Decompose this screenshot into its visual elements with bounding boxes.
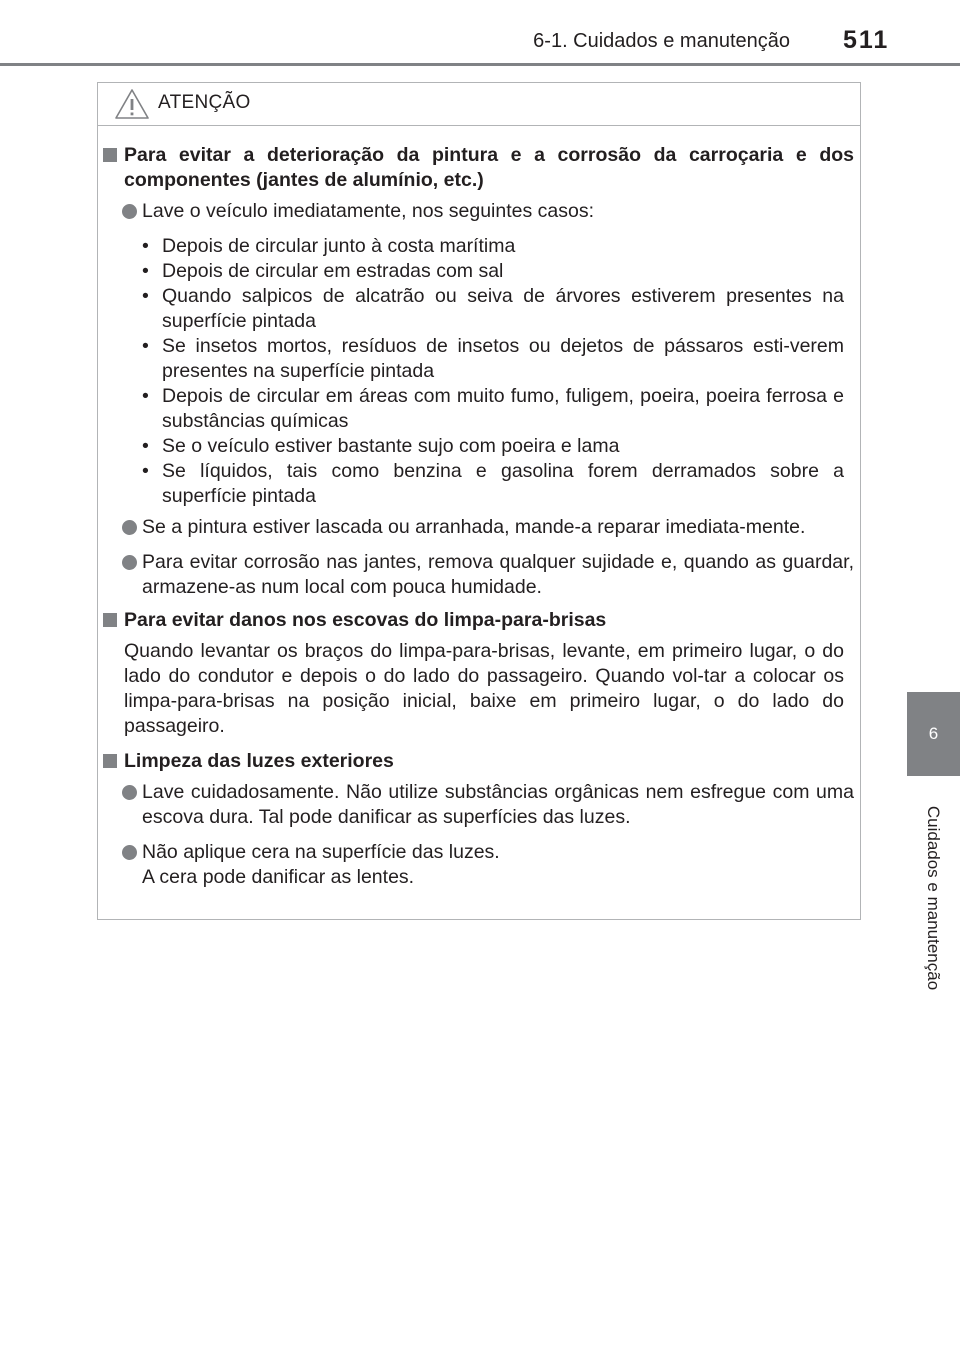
section-heading-text: Limpeza das luzes exteriores [124,750,394,772]
sub-item [98,284,862,334]
sub-item [98,234,862,259]
header-section-title: 6-1. Cuidados e manutenção [533,30,790,52]
section-heading [98,608,862,633]
section-heading-text: Para evitar a deterioração da pintura e a corrosão da carroçaria e dos componentes (jantes de alumínio, etc.) [124,144,854,191]
bullet-text: Não aplique cera na superfície das luzes. [142,841,500,863]
sub-item-text: Depois de circular junto à costa marítima [162,235,516,257]
warning-triangle-icon [114,88,150,120]
bullet-dot-icon: • [142,260,149,282]
sub-item [98,334,862,384]
warning-box-header [98,83,860,126]
bullet-item [98,515,862,540]
circle-bullet-icon [122,520,137,535]
bullet-text: Se a pintura estiver lascada ou arranhada, mande-a reparar imediata-mente. [142,516,806,538]
bullet-text: Para evitar corrosão nas jantes, remova qualquer sujidade e, quando as guardar, armazene-as num local com pouca humidade. [142,551,854,598]
bullet-text: Lave o veículo imediatamente, nos seguintes casos: [142,200,595,222]
bullet-dot-icon: • [142,335,149,357]
warning-label: ATENÇÃO [158,92,251,113]
circle-bullet-icon [122,204,137,219]
circle-bullet-icon [122,555,137,570]
sub-item [98,459,862,509]
sub-item-text: Quando salpicos de alcatrão ou seiva de árvores estiverem presentes na superfície pintada [162,285,844,332]
bullet-dot-icon: • [142,385,149,407]
section-heading [98,143,862,193]
section-heading [98,749,862,774]
chapter-label: Cuidados e manutenção [924,805,943,991]
section-paragraph: Quando levantar os braços do limpa-para-brisas, levante, em primeiro lugar, o do lado do condutor e depois o do lado do passageiro. Quando vol-tar a colocar os limpa-para-brisas na posição inicial, baixe em primeiro lugar, o do lado do passageiro. [124,640,844,737]
chapter-tab [907,692,960,776]
square-bullet-icon [103,613,117,627]
header-divider [0,63,960,66]
bullet-dot-icon: • [142,435,149,457]
section-heading-text: Para evitar danos nos escovas do limpa-para-brisas [124,609,607,631]
square-bullet-icon [103,148,117,162]
bullet-dot-icon: • [142,460,149,482]
sub-item [98,259,862,284]
sub-item-text: Se líquidos, tais como benzina e gasolina forem derramados sobre a superfície pintada [162,460,844,507]
sub-item [98,434,862,459]
bullet-text: Lave cuidadosamente. Não utilize substâncias orgânicas nem esfregue com uma escova dura. Tal pode danificar as superfícies das luzes. [142,781,854,828]
sub-item [98,384,862,434]
circle-bullet-icon [122,845,137,860]
sub-item-text: Depois de circular em estradas com sal [162,260,504,282]
page-number: 511 [843,26,890,54]
bullet-item [98,199,862,224]
square-bullet-icon [103,754,117,768]
sub-list [98,234,862,509]
bullet-dot-icon: • [142,285,149,307]
warning-content [98,143,862,890]
circle-bullet-icon [122,785,137,800]
bullet-item [98,840,862,890]
sub-item-text: Se o veículo estiver bastante sujo com poeira e lama [162,435,620,457]
chapter-number: 6 [928,724,939,743]
sub-item-text: Se insetos mortos, resíduos de insetos ou dejetos de pássaros esti-verem presentes na superfície pintada [162,335,844,382]
warning-box [97,82,861,920]
bullet-dot-icon: • [142,235,149,257]
bullet-item [98,780,862,830]
bullet-item [98,550,862,600]
bullet-text-continuation: A cera pode danificar as lentes. [142,866,415,888]
sub-item-text: Depois de circular em áreas com muito fumo, fuligem, poeira, poeira ferrosa e substâncias químicas [162,385,844,432]
